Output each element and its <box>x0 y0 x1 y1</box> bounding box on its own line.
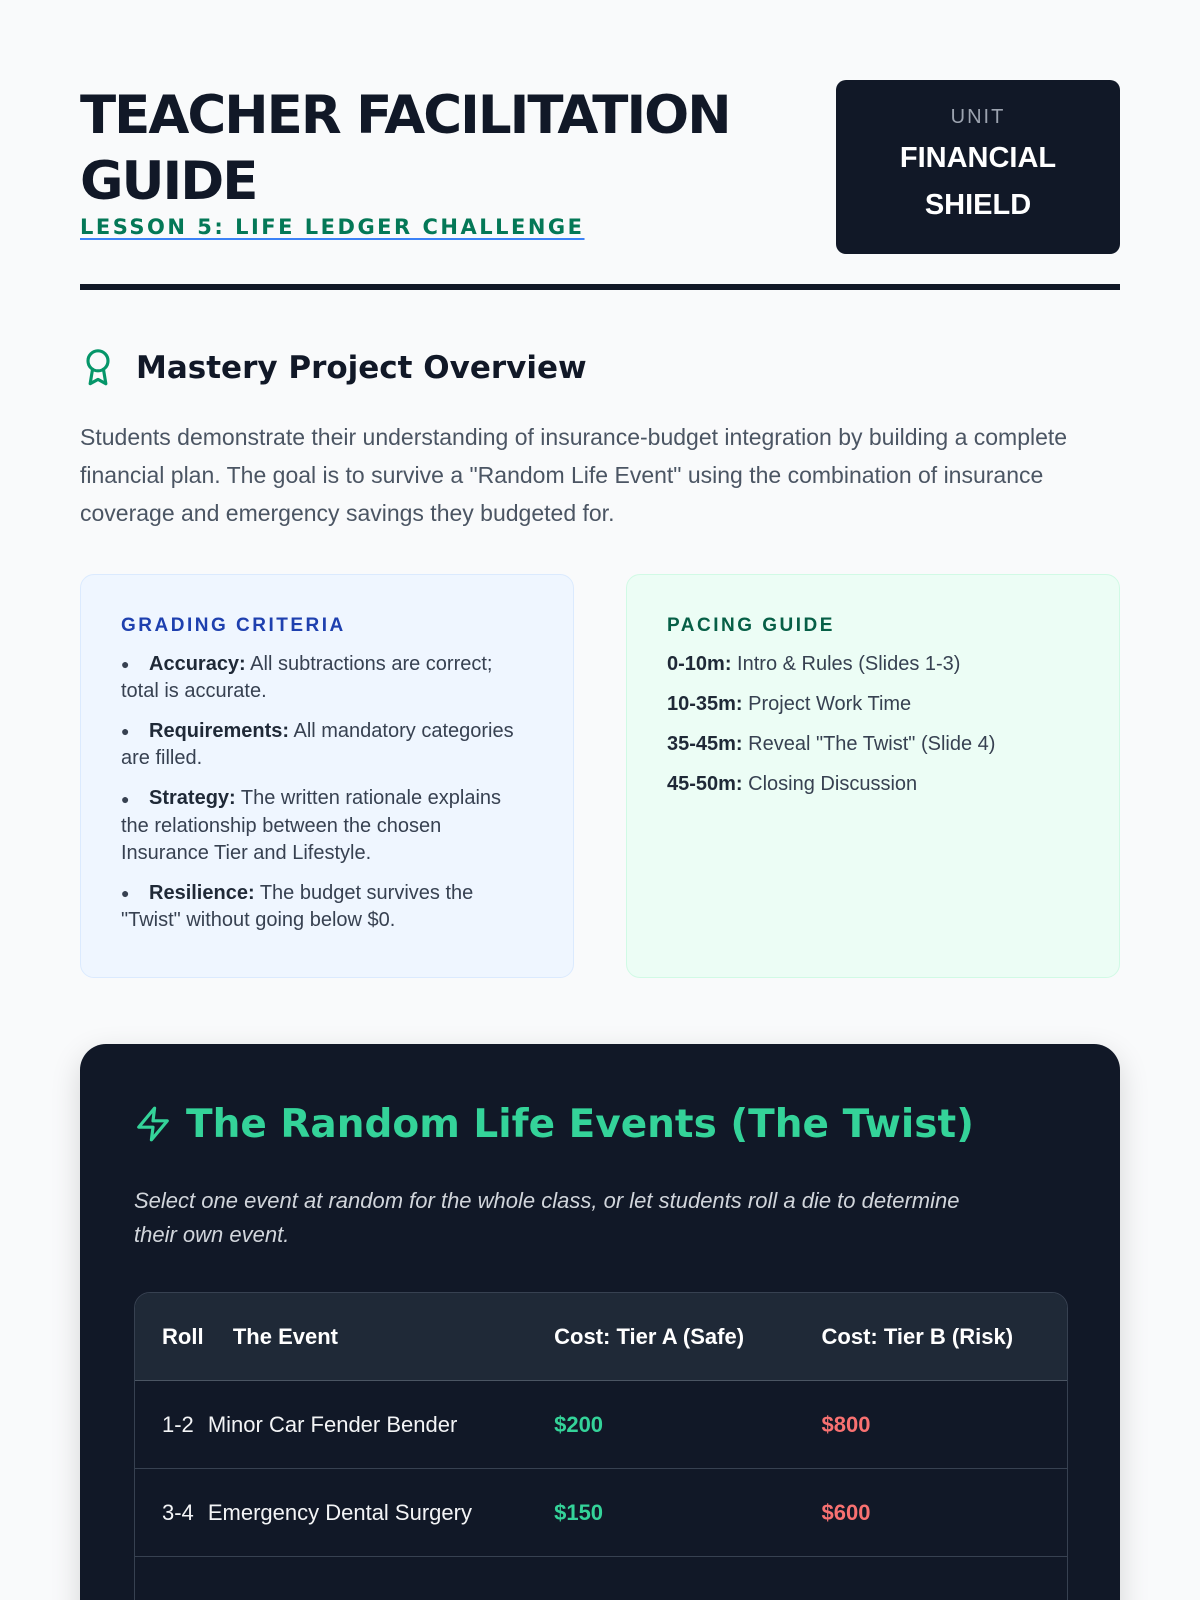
cell-tier-a: $200 <box>554 1411 604 1437</box>
twist-panel <box>80 1044 1120 1600</box>
pacing-time: 45-50m: <box>667 773 743 795</box>
header <box>80 80 1120 290</box>
list-item <box>121 880 533 934</box>
pacing-title: PACING GUIDE <box>667 615 835 636</box>
pacing-desc: Intro & Rules (Slides 1-3) <box>737 653 961 675</box>
criteria-desc: The budget survives the "Twist" without going below $0. <box>121 881 474 931</box>
pacing-row <box>667 731 1079 757</box>
cell-tier-b: $800 <box>821 1411 871 1437</box>
col-event: The Event <box>232 1323 338 1349</box>
award-ribbon-icon <box>80 348 116 388</box>
pacing-desc: Project Work Time <box>748 693 912 715</box>
pacing-time: 0-10m: <box>667 653 732 675</box>
col-roll: Roll <box>162 1323 204 1349</box>
criteria-term: Requirements: <box>149 720 290 743</box>
twist-desc: Select one event at random for the whole class, or let students roll a die to determine their own event. <box>134 1188 960 1247</box>
table-header <box>135 1293 1067 1381</box>
pacing-row <box>667 651 1079 677</box>
lesson-link[interactable]: LESSON 5: LIFE LEDGER CHALLENGE <box>80 215 585 239</box>
pacing-desc: Reveal "The Twist" (Slide 4) <box>748 733 996 755</box>
pacing-time: 10-35m: <box>667 693 743 715</box>
list-item <box>121 651 533 705</box>
list-item <box>121 785 533 866</box>
pacing-card <box>626 574 1120 978</box>
info-cards <box>80 574 1120 978</box>
overview-title: Mastery Project Overview <box>136 350 587 386</box>
overview-heading <box>80 344 1120 392</box>
cell-event: Minor Car Fender Bender <box>207 1411 458 1437</box>
bullet-icon: ● <box>121 656 130 673</box>
criteria-term: Resilience: <box>149 881 255 904</box>
unit-name <box>900 135 1056 229</box>
page-title-line1: TEACHER FACILITATION <box>80 85 730 146</box>
cell-tier-b: $600 <box>821 1499 871 1525</box>
unit-name-line1: FINANCIAL <box>899 141 1057 174</box>
bullet-icon: ● <box>121 884 130 901</box>
col-tier-a: Cost: Tier A (Safe) <box>554 1323 745 1349</box>
col-tier-b: Cost: Tier B (Risk) <box>821 1323 1014 1349</box>
table-row <box>135 1381 1067 1469</box>
table-row <box>135 1469 1067 1557</box>
unit-label: UNIT <box>950 105 1006 128</box>
page-title-line2: GUIDE <box>80 151 257 212</box>
pacing-desc: Closing Discussion <box>748 773 918 795</box>
title-block <box>80 80 800 239</box>
cell-event: Emergency Dental Surgery <box>207 1499 472 1525</box>
criteria-list <box>121 651 533 934</box>
cell-roll: 1-2 <box>162 1411 194 1437</box>
criteria-desc: All subtractions are correct; total is accurate. <box>121 653 493 703</box>
bullet-icon: ● <box>121 790 130 807</box>
criteria-term: Strategy: <box>149 787 236 810</box>
overview-text: Students demonstrate their understanding of insurance-budget integration by building a complete financial plan. The goal is to survive a "Random Life Event" using the combination of insurance coverage and emergency savings they budgeted for. <box>80 424 1068 526</box>
pacing-time: 35-45m: <box>667 733 743 755</box>
criteria-term: Accuracy: <box>149 653 246 675</box>
twist-heading <box>134 1096 1066 1152</box>
table-row <box>135 1557 1067 1600</box>
pacing-row <box>667 691 1079 717</box>
unit-name-line2: SHIELD <box>924 188 1032 221</box>
criteria-desc: All mandatory categories are filled. <box>121 720 514 770</box>
cell-tier-a: $150 <box>554 1499 604 1525</box>
cell-roll: 3-4 <box>162 1499 194 1525</box>
page-title <box>80 83 800 215</box>
event-table <box>134 1292 1068 1600</box>
twist-title: The Random Life Events (The Twist) <box>186 1101 974 1147</box>
unit-badge <box>836 80 1120 254</box>
list-item <box>121 718 533 772</box>
pacing-row <box>667 771 1079 797</box>
grading-title: GRADING CRITERIA <box>121 615 346 636</box>
grading-card <box>80 574 574 978</box>
bullet-icon: ● <box>121 723 130 740</box>
criteria-desc: The written rationale explains the relationship between the chosen Insurance Tier and Lifestyle. <box>121 787 502 864</box>
lightning-bolt-icon <box>134 1104 172 1144</box>
